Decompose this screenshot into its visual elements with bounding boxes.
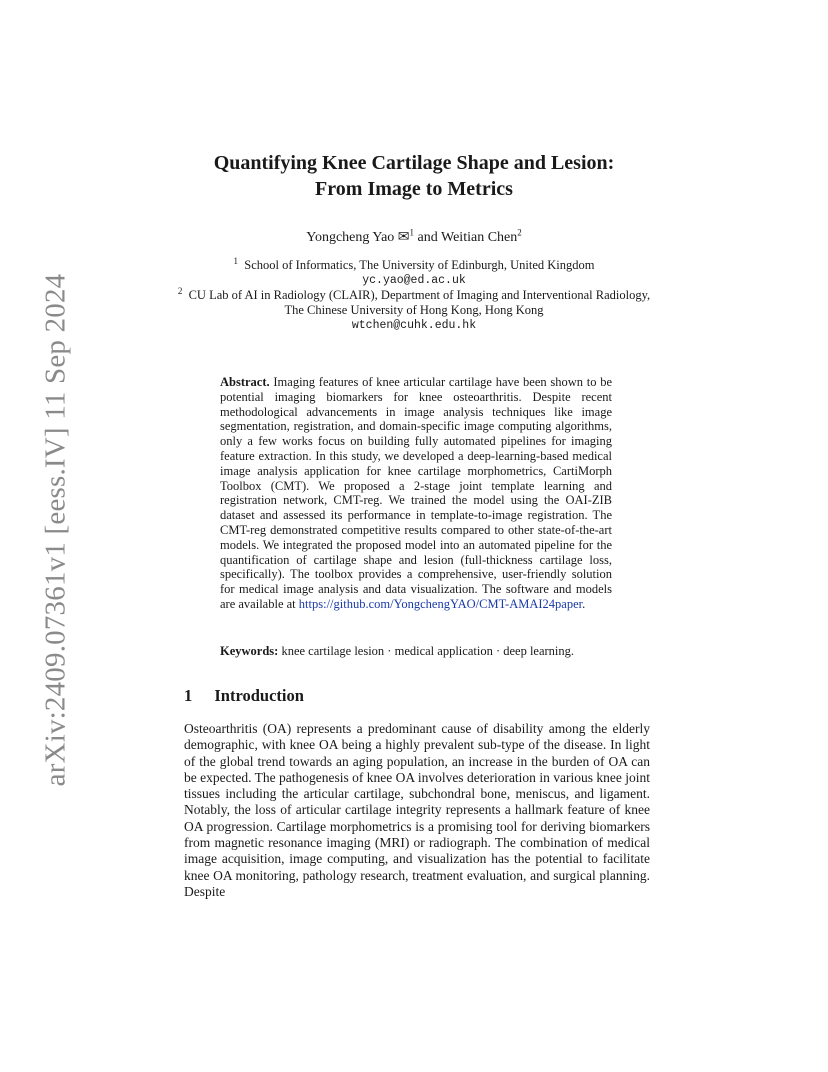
affiliation-2 bbox=[170, 285, 658, 318]
section-heading bbox=[184, 686, 304, 706]
affiliation-email[interactable]: yc.yao@ed.ac.uk bbox=[362, 274, 466, 287]
section-number: 1 bbox=[184, 686, 193, 705]
title-line-2: From Image to Metrics bbox=[315, 178, 513, 200]
affiliation-text: School of Informatics, The University of Edinburgh, United Kingdom bbox=[244, 258, 595, 272]
body-paragraph: Osteoarthritis (OA) represents a predominant cause of disability among the elderly demographic, with knee OA being a highly prevalent sub-type of the disease. In light of the global trend towards an aging population, an increase in the burden of OA can be expected. The pathogenesis of knee OA involves deterioration in various knee joint tissues including the articular cartilage, subchondral bone, meniscus, and ligament. Notably, the loss of articular cartilage integrity represents a hallmark feature of knee OA progression. Cartilage morphometrics is a promising tool for deriving biomarkers from magnetic resonance imaging (MRI) or radiograph. The combination of medical image acquisition, image computing, and visualization has the potential to facilitate knee OA monitoring, pathology research, treatment evaluation, and surgical planning. Despite bbox=[184, 721, 650, 899]
affiliation-email[interactable]: wtchen@cuhk.edu.hk bbox=[351, 319, 477, 332]
author-conjunction: and bbox=[417, 230, 438, 245]
abstract-label: Abstract. bbox=[220, 375, 270, 389]
author-affil-mark: 1 bbox=[409, 227, 415, 238]
author-name: Weitian Chen bbox=[441, 230, 518, 245]
author-list bbox=[0, 229, 828, 246]
section-title: Introduction bbox=[214, 686, 304, 705]
abstract-text: Imaging features of knee articular cartilage have been shown to be potential imaging biomarkers for knee osteoarthritis. Despite recent methodological advancements in image analysis techniques like image segmentation, registration, and domain-specific image computing algorithms, only a few works focus on building fully automated pipelines for imaging feature extraction. In this study, we developed a deep-learning-based medical image analysis application for knee cartilage morphometrics, CartiMorph Toolbox (CMT). We proposed a 2-stage joint template learning and registration network, CMT-reg. We trained the model using the OAI-ZIB dataset and assessed its performance in template-to-image registration. The CMT-reg demonstrated competitive results compared to other state-of-the-art models. We integrated the proposed model into an automated pipeline for the quantification of cartilage shape and lesion (full-thickness cartilage loss, specifically). The toolbox provides a comprehensive, user-friendly solution for medical image analysis and data visualization. The software and models are available at bbox=[220, 375, 613, 611]
affiliations bbox=[170, 255, 658, 333]
affiliation-text: CU Lab of AI in Radiology (CLAIR), Department of Imaging and Interventional Radiology, The Chinese University of Hong Kong, Hong Kong bbox=[188, 288, 651, 317]
affiliation-marker: 2 bbox=[177, 285, 183, 296]
title-line-1: Quantifying Knee Cartilage Shape and Lesion: bbox=[213, 152, 615, 174]
keywords bbox=[220, 644, 620, 659]
paper-title bbox=[0, 150, 828, 202]
affiliation-marker: 1 bbox=[233, 255, 239, 266]
abstract bbox=[220, 375, 612, 612]
code-repository-link[interactable]: https://github.com/YongchengYAO/CMT-AMAI24paper bbox=[298, 596, 583, 611]
author-affil-mark: 2 bbox=[517, 227, 522, 238]
arxiv-identifier-stamp: arXiv:2409.07361v1 [eess.IV] 11 Sep 2024 bbox=[39, 273, 72, 787]
keywords-text: knee cartilage lesion · medical application · deep learning. bbox=[281, 644, 575, 658]
abstract-link-suffix: . bbox=[582, 596, 586, 611]
author-name: Yongcheng Yao bbox=[306, 230, 395, 245]
affiliation-1 bbox=[170, 255, 658, 273]
keywords-label: Keywords: bbox=[220, 644, 279, 658]
email-envelope-icon: ✉ bbox=[397, 230, 410, 245]
